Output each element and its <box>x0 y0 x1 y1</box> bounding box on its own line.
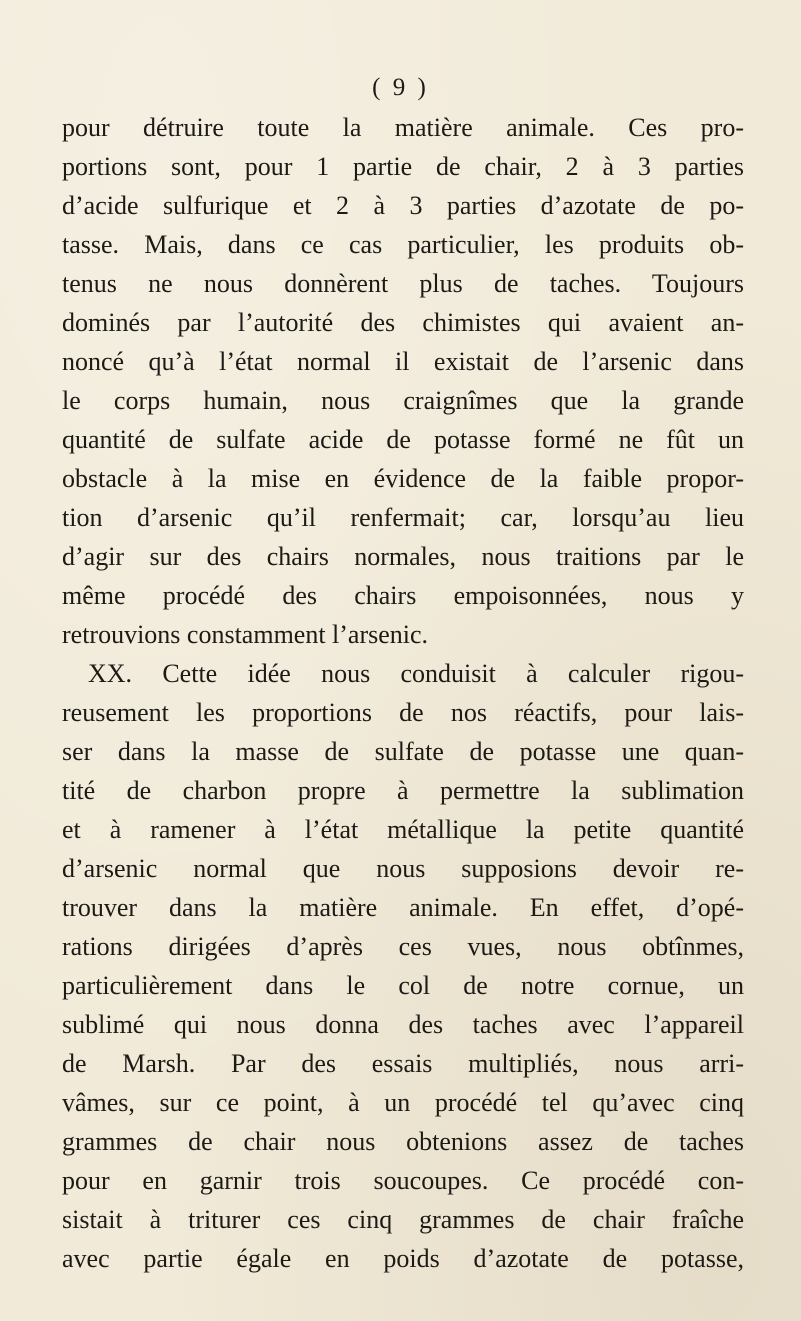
text-line: noncé qu’à l’état normal il existait de l’arsenic dans <box>62 347 744 376</box>
text-line: ser dans la masse de sulfate de potasse une quan- <box>62 737 744 766</box>
text-line: d’arsenic normal que nous supposions devoir re- <box>62 854 744 883</box>
text-line: tenus ne nous donnèrent plus de taches. Toujours <box>62 269 744 298</box>
text-line: tité de charbon propre à permettre la sublimation <box>62 776 744 805</box>
text-line: avec partie égale en poids d’azotate de potasse, <box>62 1244 744 1273</box>
body-text <box>62 108 744 1278</box>
text-line: quantité de sulfate acide de potasse formé ne fût un <box>62 425 744 454</box>
text-line: dominés par l’autorité des chimistes qui avaient an- <box>62 308 744 337</box>
text-line: et à ramener à l’état métallique la petite quantité <box>62 815 744 844</box>
section-start-line: XX. Cette idée nous conduisit à calculer rigou- <box>88 659 744 688</box>
text-line: le corps humain, nous craignîmes que la grande <box>62 386 744 415</box>
text-line: pour détruire toute la matière animale. Ces pro- <box>62 113 744 142</box>
text-line: d’agir sur des chairs normales, nous traitions par le <box>62 542 744 571</box>
text-line: rations dirigées d’après ces vues, nous obtînmes, <box>62 932 744 961</box>
text-line: sistait à triturer ces cinq grammes de chair fraîche <box>62 1205 744 1234</box>
text-line: reusement les proportions de nos réactifs, pour lais- <box>62 698 744 727</box>
page-number: ( 9 ) <box>372 74 429 101</box>
text-line: tasse. Mais, dans ce cas particulier, les produits ob- <box>62 230 744 259</box>
text-line: sublimé qui nous donna des taches avec l’appareil <box>62 1010 744 1039</box>
text-line: tion d’arsenic qu’il renfermait; car, lorsqu’au lieu <box>62 503 744 532</box>
text-line: obstacle à la mise en évidence de la faible propor- <box>62 464 744 493</box>
text-line: retrouvions constamment l’arsenic. <box>62 620 429 649</box>
text-line: grammes de chair nous obtenions assez de taches <box>62 1127 744 1156</box>
text-line: trouver dans la matière animale. En effet, d’opé- <box>62 893 744 922</box>
text-line: même procédé des chairs empoisonnées, nous y <box>62 581 744 610</box>
text-line: vâmes, sur ce point, à un procédé tel qu’avec cinq <box>62 1088 744 1117</box>
text-line: de Marsh. Par des essais multipliés, nous arri- <box>62 1049 744 1078</box>
text-line: pour en garnir trois soucoupes. Ce procédé con- <box>62 1166 744 1195</box>
text-line: particulièrement dans le col de notre cornue, un <box>62 971 744 1000</box>
text-line: d’acide sulfurique et 2 à 3 parties d’azotate de po- <box>62 191 744 220</box>
text-line: portions sont, pour 1 partie de chair, 2 à 3 parties <box>62 152 744 181</box>
